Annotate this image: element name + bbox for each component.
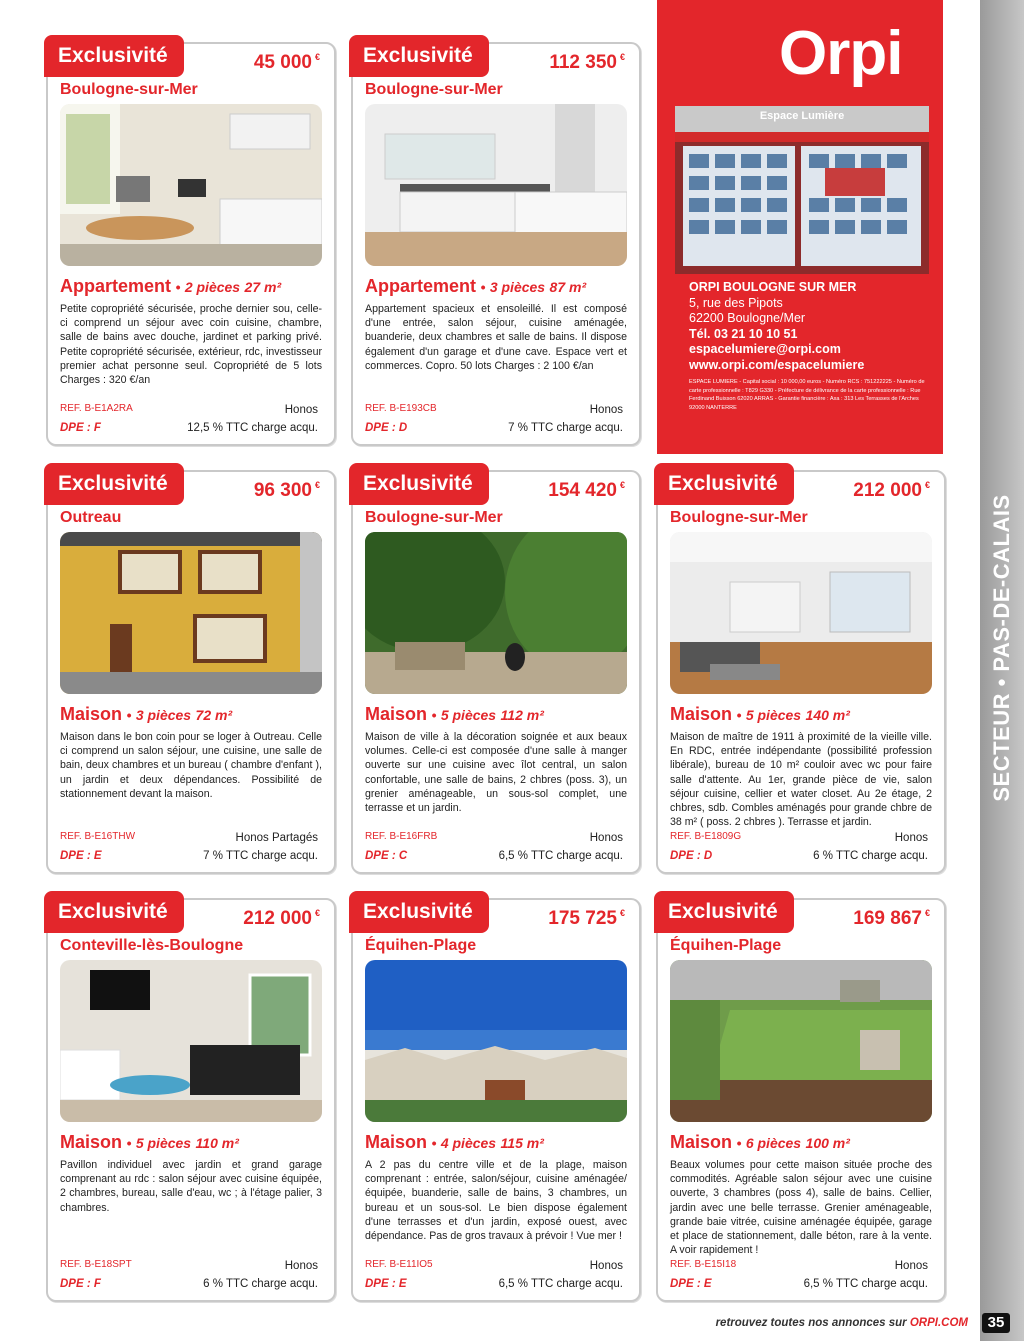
description: Maison de ville à la décoration soignée et aux beaux volumes. Celle-ci est composée d'une salle à manger ouverte sur une cuisine avec îlot central, un salon confortable, une salle de bains, 2 chbres (poss. 3), un grenier aménageable, un sous-sol complet, une terrasse et un jardin. <box>365 731 627 815</box>
fees-label: Honos Partagés <box>235 832 318 844</box>
fees-label: Honos <box>589 832 623 844</box>
property-photo[interactable] <box>365 104 627 266</box>
listing-title: Maison • 4 pièces 115 m² <box>365 1132 544 1152</box>
listing-card[interactable] <box>351 470 641 874</box>
agency-name: ORPI BOULOGNE SUR MER <box>689 280 857 294</box>
reference: REF. B-E1A2RA <box>60 403 133 414</box>
description: A 2 pas du centre ville et de la plage, maison comprenant : entrée, salon/séjour, cuisine aménagée/équipée, buanderie, salle de bains, 3 chambres, un bureau et un sous-sol. Le bien dispose également d'une terrasses et d'un jardin, exposé ouest, avec dépendance. Pas de gros travaux à prévoir ! Vue mer ! <box>365 1159 627 1243</box>
exclusivity-badge: Exclusivité <box>349 463 489 505</box>
dpe-rating: DPE : D <box>670 850 713 862</box>
fees-label: Honos <box>894 832 928 844</box>
fees-value: 6,5 % TTC charge acqu. <box>498 1278 623 1290</box>
property-photo[interactable] <box>670 532 932 694</box>
listing-card[interactable] <box>46 898 336 1302</box>
fees-label: Honos <box>589 404 623 416</box>
agency-storefront-photo <box>675 106 929 274</box>
fees-label: Honos <box>284 404 318 416</box>
reference: REF. B-E193CB <box>365 403 437 414</box>
description: Maison de maître de 1911 à proximité de la vieille ville. En RDC, entrée indépendante (possibilité profession libérale), bureau de 10 m² couloir avec wc pour faire salle d'attente. Au 1er, grande pièce de vie, salon séjour cuisine, cellier et water closet. Au 2e étage, 2 chbres, sdb. Combles aménagés pour grande chbre de 38 m² ( poss. 2 chbres ). Terrasse et jardin. <box>670 731 932 829</box>
listing-card[interactable] <box>656 898 946 1302</box>
listing-title: Maison • 6 pièces 100 m² <box>670 1132 850 1152</box>
price: 45 000 € <box>253 52 320 73</box>
legal-notice: ESPACE LUMIERE - Capital social : 10 000,00 euros - Numéro RCS : 751222225 - Numéro de carte professionnelle : T829 G330 - Préfecture de délivrance de la carte professionnelle : Rue Ferdinand Buisson 62020 ARRAS - Garantie financière : Axa : 313 Les Terrasses de l'Arches 92000 NANTERRE <box>689 379 925 411</box>
city: Équihen-Plage <box>365 937 477 954</box>
description: Appartement spacieux et ensoleillé. Il est composé d'une entrée, salon séjour, cuisine aménagée, buanderie, deux chambres et salle de bains. Il dispose également d'un garage et d'une cave. Espace vert et commerces. Copro. 50 lots Charges : 2 100 €/an <box>365 303 627 372</box>
section-label: SECTEUR • PAS-DE-CALAIS <box>989 494 1014 802</box>
fees-label: Honos <box>894 1260 928 1272</box>
price: 175 725 € <box>548 908 625 929</box>
exclusivity-badge: Exclusivité <box>349 35 489 77</box>
dpe-rating: DPE : E <box>60 850 102 862</box>
fees-value: 7 % TTC charge acqu. <box>203 850 318 862</box>
listing-card[interactable] <box>656 470 946 874</box>
city: Conteville-lès-Boulogne <box>60 937 244 954</box>
dpe-rating: DPE : F <box>60 1278 101 1290</box>
reference: REF. B-E16FRB <box>365 831 438 842</box>
price: 154 420 € <box>548 480 625 501</box>
reference: REF. B-E18SPT <box>60 1259 132 1270</box>
listing-card[interactable] <box>351 42 641 446</box>
fees-value: 7 % TTC charge acqu. <box>508 422 623 434</box>
property-photo[interactable] <box>670 960 932 1122</box>
city: Outreau <box>60 509 122 526</box>
exclusivity-badge: Exclusivité <box>44 891 184 933</box>
page-number: 35 <box>982 1313 1010 1333</box>
fees-value: 6 % TTC charge acqu. <box>813 850 928 862</box>
listing-title: Appartement • 2 pièces 27 m² <box>60 276 282 296</box>
fees-value: 6,5 % TTC charge acqu. <box>498 850 623 862</box>
listing-title: Appartement • 3 pièces 87 m² <box>365 276 587 296</box>
property-photo[interactable] <box>60 104 322 266</box>
fees-label: Honos <box>284 1260 318 1272</box>
listing-title: Maison • 3 pièces 72 m² <box>60 704 233 724</box>
city: Équihen-Plage <box>670 937 782 954</box>
exclusivity-badge: Exclusivité <box>654 891 794 933</box>
listing-card[interactable] <box>46 470 336 874</box>
fees-value: 12,5 % TTC charge acqu. <box>187 422 318 434</box>
listing-title: Maison • 5 pièces 112 m² <box>365 704 544 724</box>
description: Pavillon individuel avec jardin et grand garage comprenant au rdc : salon séjour avec cuisine équipée, 2 chambres, bureau, salle d'eau, wc ; à l'étage palier, 3 chambres. <box>60 1159 322 1214</box>
reference: REF. B-E16THW <box>60 831 136 842</box>
agency-email[interactable]: espacelumiere@orpi.com <box>689 342 841 356</box>
dpe-rating: DPE : C <box>365 850 408 862</box>
site-link[interactable]: ORPI.COM <box>909 1317 968 1329</box>
listing-card[interactable] <box>351 898 641 1302</box>
agency-phone: Tél. 03 21 10 10 51 <box>689 326 798 341</box>
city: Boulogne-sur-Mer <box>670 509 808 526</box>
price: 212 000 € <box>853 480 930 501</box>
exclusivity-badge: Exclusivité <box>44 463 184 505</box>
description: Maison dans le bon coin pour se loger à Outreau. Celle ci comprend un salon séjour, une cuisine, une salle de bain, deux chambres et un bureau ( chambre d'enfant ), un jardin et deux dépendances. Possibilité de stationnement devant la maison. <box>60 731 322 800</box>
reference: REF. B-E11IO5 <box>365 1259 433 1270</box>
orpi-logo: Orpi <box>779 19 903 88</box>
agency-contact <box>689 280 864 373</box>
property-photo[interactable] <box>365 960 627 1122</box>
price: 169 867 € <box>853 908 930 929</box>
reference: REF. B-E1809G <box>670 831 742 842</box>
storefront-sign: Espace Lumière <box>759 110 845 122</box>
property-photo[interactable] <box>60 532 322 694</box>
exclusivity-badge: Exclusivité <box>654 463 794 505</box>
listing-card[interactable] <box>46 42 336 446</box>
price: 112 350 € <box>549 52 625 73</box>
property-photo[interactable] <box>60 960 322 1122</box>
listing-title: Maison • 5 pièces 110 m² <box>60 1132 239 1152</box>
city: Boulogne-sur-Mer <box>365 81 503 98</box>
agency-street: 5, rue des Pipots <box>689 295 783 310</box>
price: 96 300 € <box>253 480 320 501</box>
city: Boulogne-sur-Mer <box>365 509 503 526</box>
section-sidebar <box>980 0 1024 1341</box>
exclusivity-badge: Exclusivité <box>44 35 184 77</box>
dpe-rating: DPE : D <box>365 422 408 434</box>
agency-website[interactable]: www.orpi.com/espacelumiere <box>689 357 865 372</box>
dpe-rating: DPE : E <box>365 1278 407 1290</box>
footer-note: retrouvez toutes nos annonces sur ORPI.COM <box>715 1317 968 1329</box>
fees-label: Honos <box>589 1260 623 1272</box>
listing-title: Maison • 5 pièces 140 m² <box>670 704 850 724</box>
price: 212 000 € <box>243 908 320 929</box>
dpe-rating: DPE : F <box>60 422 101 434</box>
description: Beaux volumes pour cette maison située proche des commodités. Agréable salon séjour avec une cuisine ouverte, 3 chambres (poss 4), salle de bains. Cellier, jardin avec une belle terrasse. Grenier aménageable, grande baie vitrée, cuisine aménagée équipée, garage et place de stationnement, dalle béton, rare à la vente. A voir rapidement ! <box>670 1159 932 1257</box>
agency-panel <box>657 0 943 454</box>
description: Petite copropriété sécurisée, proche dernier sou, celle-ci comprend un séjour avec coin cuisine, chambre, salle de bains avec douche, jardinet et parking privé. Petite copropriété sécurisée, extérieur, rdc, investisseur premier achat personne seul. Copropriété de 5 lots Charges : 320 €/an <box>60 303 322 387</box>
agency-city: 62200 Boulogne/Mer <box>689 311 806 325</box>
property-photo[interactable] <box>365 532 627 694</box>
dpe-rating: DPE : E <box>670 1278 712 1290</box>
city: Boulogne-sur-Mer <box>60 81 198 98</box>
exclusivity-badge: Exclusivité <box>349 891 489 933</box>
fees-value: 6,5 % TTC charge acqu. <box>803 1278 928 1290</box>
reference: REF. B-E15I18 <box>670 1259 737 1270</box>
fees-value: 6 % TTC charge acqu. <box>203 1278 318 1290</box>
